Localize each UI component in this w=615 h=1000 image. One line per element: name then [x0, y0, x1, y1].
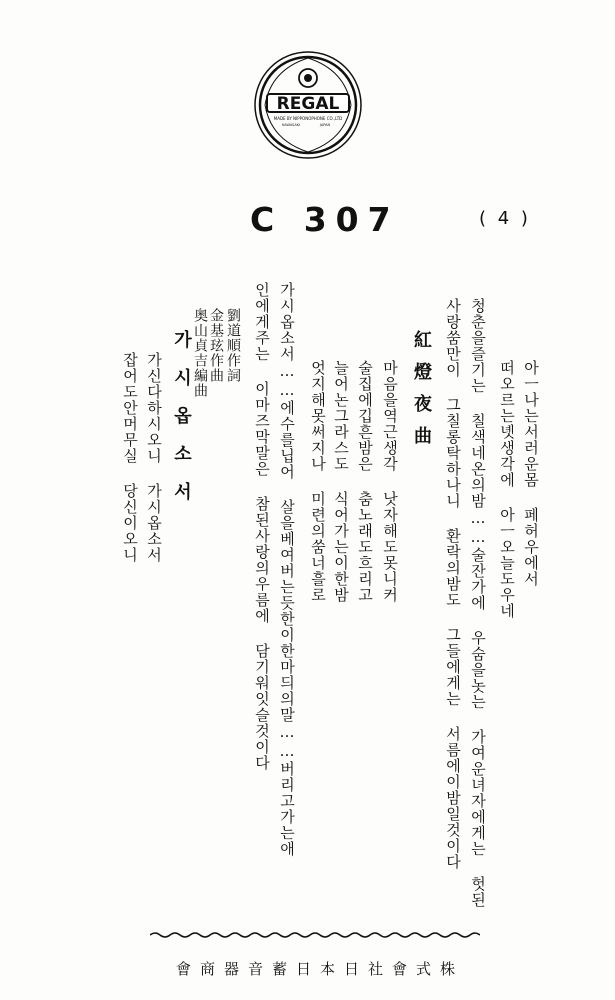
catalog-number: C 307 — [250, 200, 400, 239]
regal-crest-badge-icon — [253, 50, 363, 160]
song1-line-5: 마음을역근생각 낫자해도못니커 — [381, 360, 399, 603]
song1-line-2: 떠오르는녯생각에 아ㅡ오늘도우네 — [498, 360, 516, 619]
song2-line-1: 가신다하시오니 가시옵소서 — [145, 352, 163, 563]
song1-line-1: 아ㅡ나는서러운몸 페허우에서 — [522, 360, 540, 587]
arranger-credit: 奥山貞吉編曲 — [192, 308, 208, 398]
song1-line-4: 사랑쑴만이 그칠롱탁하나니 환락의밤도 그들에게는 서름에이밤일것이다 — [444, 298, 462, 870]
composer-credit: 金基玹作曲 — [208, 308, 224, 383]
maker-text: MADE BY NIPPONOPHONE CO.,LTD — [273, 116, 343, 121]
song1-line-7: 늘어논그라스도 식어가는이한밤 — [332, 360, 350, 603]
song1-line-10: 인에게주는 이마즈막말은 참된사랑의우름에 담기워잇슬것이다 — [253, 282, 271, 771]
regal-logo — [253, 50, 363, 160]
lyricist-credit: 劉道順作詞 — [225, 308, 241, 383]
song1-line-9: 가시옵소서……에수를닙어 살을베여버는듯한이한마듸의말……버리고가는애 — [278, 282, 296, 857]
origin-right-text: JAPAN — [319, 123, 331, 127]
wavy-divider — [150, 930, 480, 940]
song1-line-8: 엇지해못써지나 미련의쑴너흘로 — [309, 360, 327, 603]
song2-title: 가시옵소서 — [171, 330, 192, 520]
origin-left-text: KAWASAKI — [281, 123, 301, 127]
song1-line-6: 술집에깁흔밤은 춤노래도흐리고 — [356, 360, 374, 603]
song1-title: 紅燈夜曲 — [411, 330, 432, 458]
side-number: ( 4 ) — [479, 208, 531, 229]
song1-line-3: 청춘을즐기는 칠색네온의밤……술잔가에 우숨을놋는 가여운녀자에게는 헛된 — [469, 298, 487, 908]
song2-line-2: 잡어도안머무실 당신이오니 — [121, 352, 139, 563]
brand-text: REGAL — [276, 94, 340, 114]
publisher-footer: 會商器音蓄日本日社會式株 — [175, 960, 464, 978]
